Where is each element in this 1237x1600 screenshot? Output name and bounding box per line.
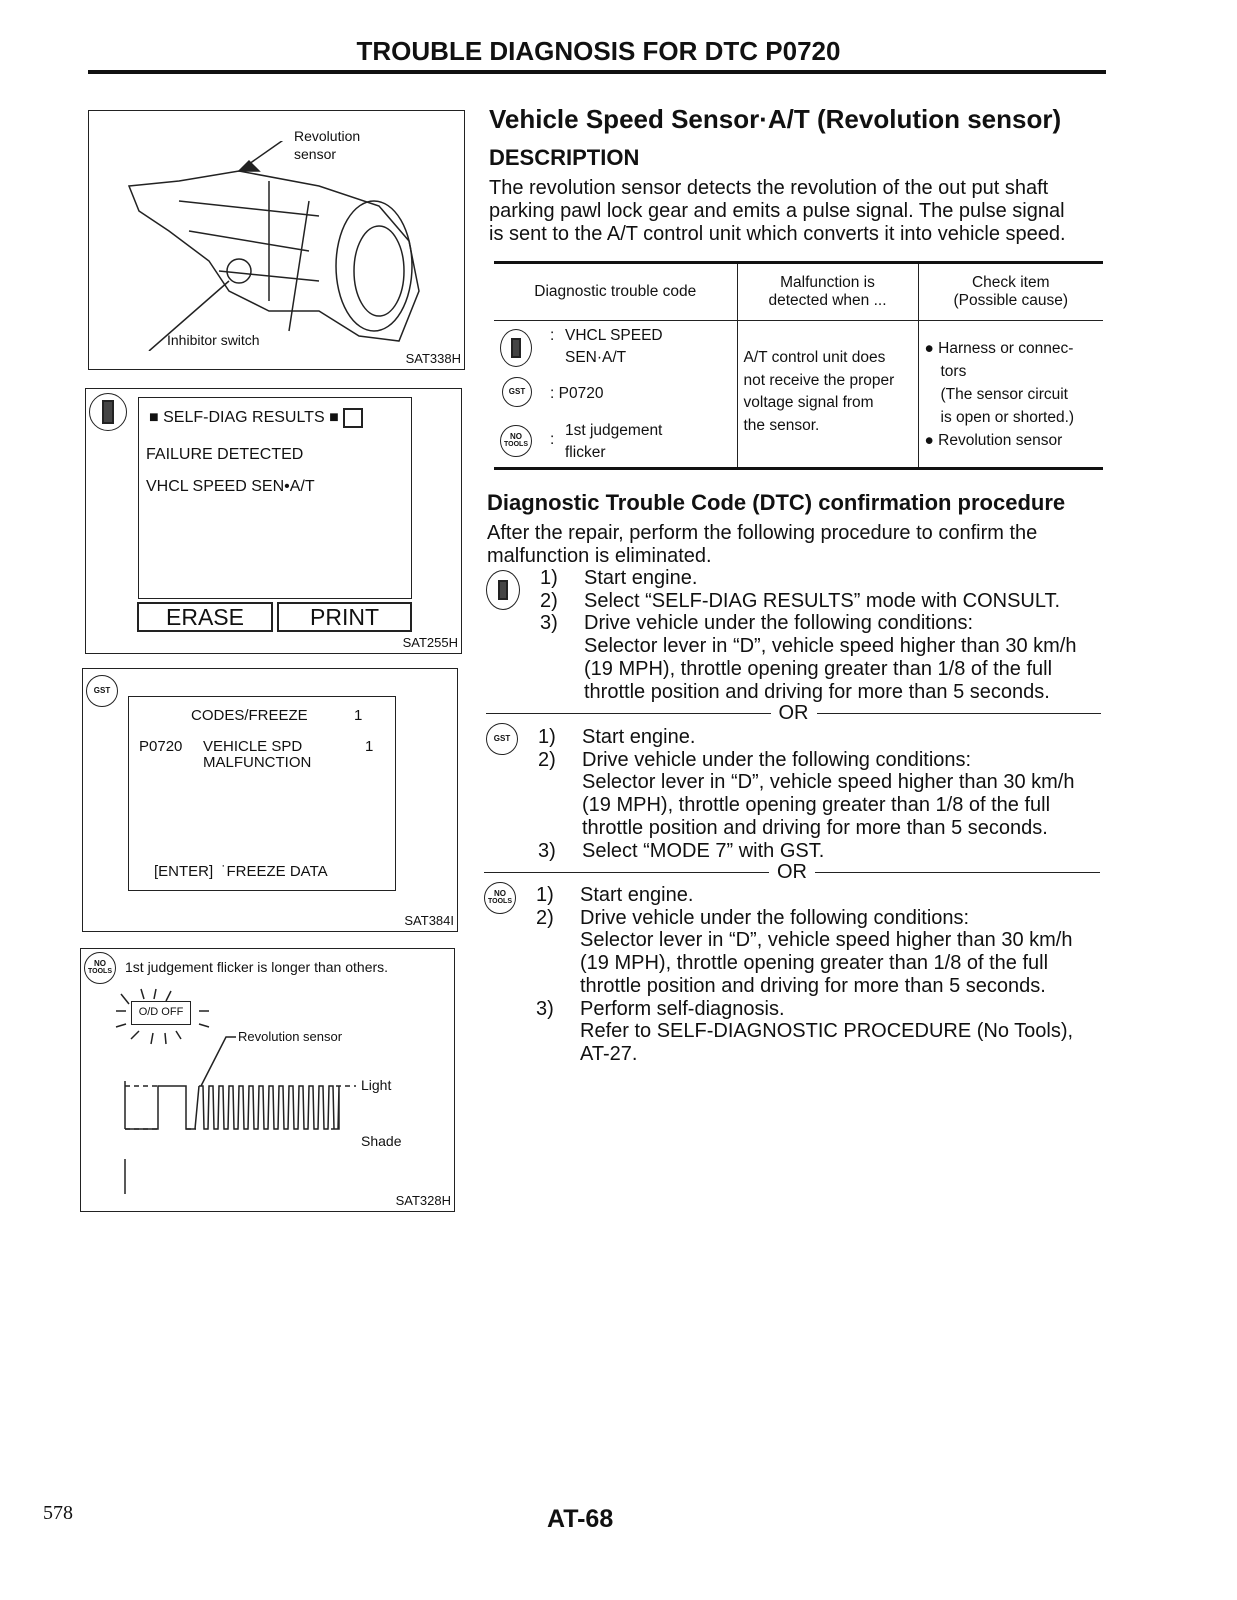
step-text: throttle position and driving for more than 5 seconds. [584, 680, 1050, 703]
step-number: 2) [540, 589, 558, 612]
check-line: tors [940, 363, 967, 380]
step-text: Select “SELF-DIAG RESULTS” mode with CONSULT. [584, 589, 1061, 612]
no-tools-code-line: 1st judgement [565, 422, 663, 439]
step-text: Start engine. [584, 567, 698, 589]
gst-icon: GST [502, 377, 532, 407]
step-text: throttle position and driving for more than 5 seconds. [580, 974, 1046, 997]
step-number: 3) [536, 997, 554, 1020]
sheet-number: 578 [43, 1502, 73, 1524]
gst-screen [128, 696, 396, 891]
figure-id: SAT255H [402, 635, 458, 650]
step-text: Perform self-diagnosis. [580, 997, 785, 1020]
description-text [489, 177, 1105, 245]
no-tools-code-line: flicker [565, 444, 606, 461]
figure-transmission [88, 110, 465, 370]
gst-icon: GST [86, 675, 118, 707]
table-header: Malfunction is detected when ... [737, 263, 918, 321]
label-light: Light [361, 1077, 392, 1093]
label-inhibitor-switch: Inhibitor switch [167, 332, 260, 348]
step-text: (19 MPH), throttle opening greater than 1/8 of the full [580, 952, 1049, 975]
dtc-table [494, 261, 1103, 470]
description-heading: DESCRIPTION [489, 145, 640, 170]
no-text: NO [510, 432, 522, 441]
tools-text: TOOLS [488, 898, 512, 905]
detected-line: not receive the proper [743, 371, 895, 389]
figure-id: SAT384I [404, 913, 454, 928]
step-text: Selector lever in “D”, vehicle speed higher than 30 km/h [582, 771, 1075, 794]
table-header: Diagnostic trouble code [534, 283, 697, 300]
page-number: AT-68 [547, 1505, 614, 1533]
consult-code-line: SEN·A/T [565, 349, 627, 366]
consult-icon [486, 570, 520, 610]
step-text: Start engine. [580, 884, 694, 906]
table-cell-check [918, 321, 1103, 469]
figure-id: SAT328H [395, 1193, 451, 1208]
consult-icon [500, 329, 532, 367]
no-text: NO [494, 889, 506, 898]
step-text: Start engine. [582, 726, 696, 748]
no-tools-icon [484, 882, 516, 914]
screen-title: ■ SELF-DIAG RESULTS ■ [149, 408, 363, 428]
no-tools-code [565, 420, 662, 464]
label-revolution: Revolution [294, 128, 361, 144]
step-number: 2) [538, 748, 556, 771]
or-text: OR [778, 702, 809, 724]
gst-code: P0720 [558, 385, 604, 402]
step-number: 3) [538, 839, 556, 862]
table-cell-codes: : VHCL SPEED SEN·A/T GST : P0720 NO TOOLS : 1st judgement flicker [494, 321, 737, 469]
figure-consult-screen [85, 388, 462, 654]
no-tools-icon [500, 425, 532, 457]
detected-line: voltage signal from [743, 394, 874, 411]
check-line: ● Harness or connec- [924, 340, 1074, 357]
step-text: Drive vehicle under the following conditions: [580, 906, 970, 929]
or-text: OR [777, 861, 807, 883]
gst-icon: GST [486, 723, 518, 755]
tools-text: TOOLS [88, 968, 112, 975]
description-line: parking pawl lock gear and emits a pulse signal. The pulse signal [489, 199, 1065, 222]
intro-line: malfunction is eliminated. [487, 544, 712, 567]
dtc-desc-line1: VEHICLE SPD [203, 738, 303, 755]
dtc-procedure-heading: Diagnostic Trouble Code (DTC) confirmation procedure [487, 490, 1066, 515]
step-number: 1) [540, 567, 558, 589]
flicker-caption: 1st judgement flicker is longer than others. [125, 959, 389, 975]
consult-code-line: VHCL SPEED [565, 327, 663, 344]
label-revolution-sensor: Revolution sensor [238, 1029, 343, 1044]
screen-line-failure: FAILURE DETECTED [146, 446, 304, 463]
step-text: throttle position and driving for more than 5 seconds. [582, 816, 1048, 839]
erase-button[interactable]: ERASE [137, 602, 273, 632]
table-cell-detected [737, 321, 918, 469]
enter-freeze-data: [ENTER] ˙FREEZE DATA [154, 863, 328, 880]
intro-line: After the repair, perform the following procedure to confirm the [487, 522, 1038, 544]
od-off-lamp: O/D OFF [131, 1001, 191, 1025]
detected-line: the sensor. [743, 416, 820, 434]
step-text: (19 MPH), throttle opening greater than 1/8 of the full [582, 794, 1051, 817]
step-text: Select “MODE 7” with GST. [582, 839, 825, 862]
section-title: Vehicle Speed Sensor·A/T (Revolution sensor) [489, 104, 1062, 134]
transmission-illustration [119, 141, 439, 351]
step-number: 3) [540, 612, 558, 635]
dtc-desc-line2: MALFUNCTION [203, 754, 312, 771]
step-number: 1) [536, 884, 554, 906]
step-text: Refer to SELF-DIAGNOSTIC PROCEDURE (No Tools), [580, 1020, 1074, 1043]
print-button[interactable]: PRINT [277, 602, 412, 632]
label-shade: Shade [361, 1133, 402, 1149]
description-line: The revolution sensor detects the revolution of the out put shaft [489, 177, 1049, 199]
step-text: Selector lever in “D”, vehicle speed higher than 30 km/h [584, 635, 1077, 658]
page-title: TROUBLE DIAGNOSIS FOR DTC P0720 [356, 36, 841, 66]
no-text: NO [94, 959, 106, 968]
waveform-graphic [81, 949, 456, 1213]
screen-line-sensor: VHCL SPEED SEN•A/T [146, 478, 315, 495]
codes-freeze-label: CODES/FREEZE [191, 707, 308, 724]
dtc-count: 1 [365, 738, 374, 755]
figure-id: SAT338H [405, 351, 461, 366]
dtc-intro [487, 522, 1103, 568]
tools-text: TOOLS [504, 441, 528, 448]
header-rule [88, 70, 1106, 74]
check-line: ● Revolution sensor [924, 432, 1063, 449]
figure-flicker-waveform [80, 948, 455, 1212]
or-divider [486, 702, 1101, 725]
figure-gst-screen [82, 668, 458, 932]
step-number: 1) [538, 726, 556, 748]
or-divider [484, 861, 1100, 884]
consult-icon [89, 393, 127, 431]
description-line: is sent to the A/T control unit which converts it into vehicle speed. [489, 222, 1066, 245]
step-text: Drive vehicle under the following conditions: [584, 612, 974, 635]
step-text: Selector lever in “D”, vehicle speed higher than 30 km/h [580, 929, 1073, 952]
detected-line: A/T control unit does [743, 349, 886, 366]
consult-screen [138, 397, 412, 599]
step-text: (19 MPH), throttle opening greater than 1/8 of the full [584, 657, 1053, 680]
step-text: AT-27. [580, 1042, 638, 1065]
codes-freeze-count: 1 [354, 707, 363, 724]
dtc-code: P0720 [139, 738, 183, 755]
consult-code [565, 325, 663, 369]
check-line: (The sensor circuit [940, 386, 1068, 403]
check-line: is open or shorted.) [940, 409, 1075, 426]
step-number: 2) [536, 906, 554, 929]
table-header: Check item (Possible cause) [918, 263, 1103, 321]
step-text: Drive vehicle under the following conditions: [582, 748, 972, 771]
label-sensor: sensor [294, 146, 337, 162]
screen-title-text: SELF-DIAG RESULTS [163, 409, 325, 427]
